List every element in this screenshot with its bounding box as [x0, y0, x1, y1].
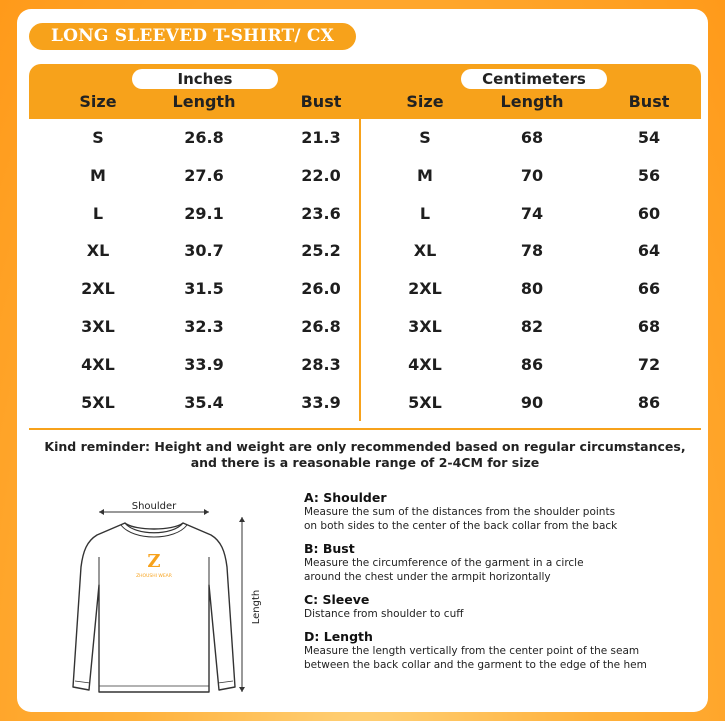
cell-inch-bust: 21.3: [301, 128, 341, 147]
centimeters-label: Centimeters: [461, 69, 607, 89]
measurement-guide: [304, 490, 699, 680]
cell-cm-size: M: [417, 165, 433, 185]
cell-inch-size: M: [90, 165, 106, 185]
logo-text: ZHOUSHI WEAR: [136, 574, 172, 579]
cell-inch-length: 35.4: [184, 392, 224, 412]
table-row: [29, 270, 701, 308]
table-row: [29, 232, 701, 270]
cell-inch-size: 4XL: [81, 354, 115, 374]
cell-inch-size: L: [92, 203, 104, 223]
cell-inch-length: 33.9: [184, 354, 224, 374]
table-header: [29, 64, 701, 119]
cell-cm-size: L: [419, 203, 431, 223]
cell-inch-length: 30.7: [184, 241, 224, 261]
measure-title: A: Shoulder: [304, 490, 387, 505]
measure-description: Measure the circumference of the garment in a circle: [304, 557, 584, 569]
reminder-line-1: Kind reminder: Height and weight are only recommended based on regular circumstances,: [44, 439, 686, 454]
cell-inch-length: 32.3: [184, 316, 224, 336]
measure-item: [304, 629, 699, 672]
measure-item: [304, 592, 699, 621]
cell-cm-size: 5XL: [408, 392, 442, 412]
cell-cm-length: 70: [520, 165, 544, 185]
cell-cm-length: 74: [520, 203, 544, 223]
cell-inch-length: 26.8: [184, 128, 224, 147]
table-row: [29, 384, 701, 422]
cell-cm-size: 4XL: [408, 354, 442, 374]
cell-inch-size: 2XL: [81, 279, 115, 299]
measure-description: around the chest under the armpit horizontally: [304, 571, 551, 583]
cell-inch-bust: 23.6: [301, 203, 341, 223]
cell-inch-bust: 33.9: [301, 392, 341, 412]
table-row: [29, 119, 701, 157]
tshirt-icon: [37, 487, 267, 702]
header-cm-length: Length: [500, 92, 564, 111]
measure-item: [304, 490, 699, 533]
table-row: [29, 308, 701, 346]
measure-description: Measure the sum of the distances from the shoulder points: [304, 506, 616, 518]
header-cm-bust: Bust: [628, 92, 670, 111]
cell-cm-length: 68: [520, 128, 544, 147]
header-inch-size: Size: [79, 92, 117, 111]
measure-description: between the back collar and the garment to the edge of the hem: [304, 659, 647, 671]
cell-cm-bust: 66: [637, 279, 661, 299]
cell-cm-bust: 68: [637, 316, 661, 336]
measure-description: Distance from shoulder to cuff: [304, 608, 464, 620]
logo-letter: Z: [147, 551, 161, 572]
cell-cm-length: 82: [520, 316, 544, 336]
cell-cm-size: 2XL: [408, 279, 442, 299]
measure-title: B: Bust: [304, 541, 355, 556]
measure-description: Measure the length vertically from the center point of the seam: [304, 645, 640, 657]
header-inch-length: Length: [172, 92, 236, 111]
chart-title: LONG SLEEVED T-SHIRT/ CX: [29, 23, 356, 50]
cell-cm-bust: 64: [637, 241, 661, 261]
cell-cm-bust: 60: [637, 203, 661, 223]
cell-cm-length: 86: [520, 354, 544, 374]
measure-item: [304, 541, 699, 584]
size-chart-card: [17, 9, 708, 712]
length-label: Length: [251, 589, 262, 625]
cell-inch-size: 5XL: [81, 392, 115, 412]
cell-cm-size: 3XL: [408, 316, 442, 336]
size-rows: [29, 119, 701, 421]
measure-title: D: Length: [304, 629, 373, 644]
inches-label: Inches: [132, 69, 278, 89]
shoulder-label: Shoulder: [131, 501, 177, 512]
cell-cm-bust: 72: [637, 354, 661, 374]
cell-inch-length: 27.6: [184, 165, 224, 185]
kind-reminder: [37, 439, 693, 471]
cell-inch-bust: 22.0: [301, 165, 341, 185]
measure-title: C: Sleeve: [304, 592, 370, 607]
cell-cm-bust: 54: [637, 128, 661, 147]
cell-inch-size: S: [92, 128, 104, 147]
measure-description: on both sides to the center of the back collar from the back: [304, 520, 618, 532]
cell-inch-length: 31.5: [184, 279, 224, 299]
cell-inch-size: XL: [86, 241, 110, 261]
shirt-diagram: [37, 487, 267, 702]
section-divider: [29, 428, 701, 430]
table-row: [29, 346, 701, 384]
cell-inch-length: 29.1: [184, 203, 224, 223]
cell-cm-bust: 56: [637, 165, 661, 185]
cell-cm-length: 80: [520, 279, 544, 299]
cell-cm-size: XL: [413, 241, 437, 261]
cell-inch-bust: 28.3: [301, 354, 341, 374]
header-cm-size: Size: [406, 92, 444, 111]
cell-cm-bust: 86: [637, 392, 661, 412]
reminder-line-2: and there is a reasonable range of 2-4CM for size: [190, 455, 540, 470]
table-row: [29, 157, 701, 195]
cell-inch-bust: 26.8: [301, 316, 341, 336]
table-row: [29, 195, 701, 233]
cell-cm-length: 78: [520, 241, 544, 261]
cell-inch-size: 3XL: [81, 316, 115, 336]
cell-inch-bust: 26.0: [301, 279, 341, 299]
header-inch-bust: Bust: [300, 92, 342, 111]
cell-cm-size: S: [419, 128, 431, 147]
cell-inch-bust: 25.2: [301, 241, 341, 261]
cell-cm-length: 90: [520, 392, 544, 412]
